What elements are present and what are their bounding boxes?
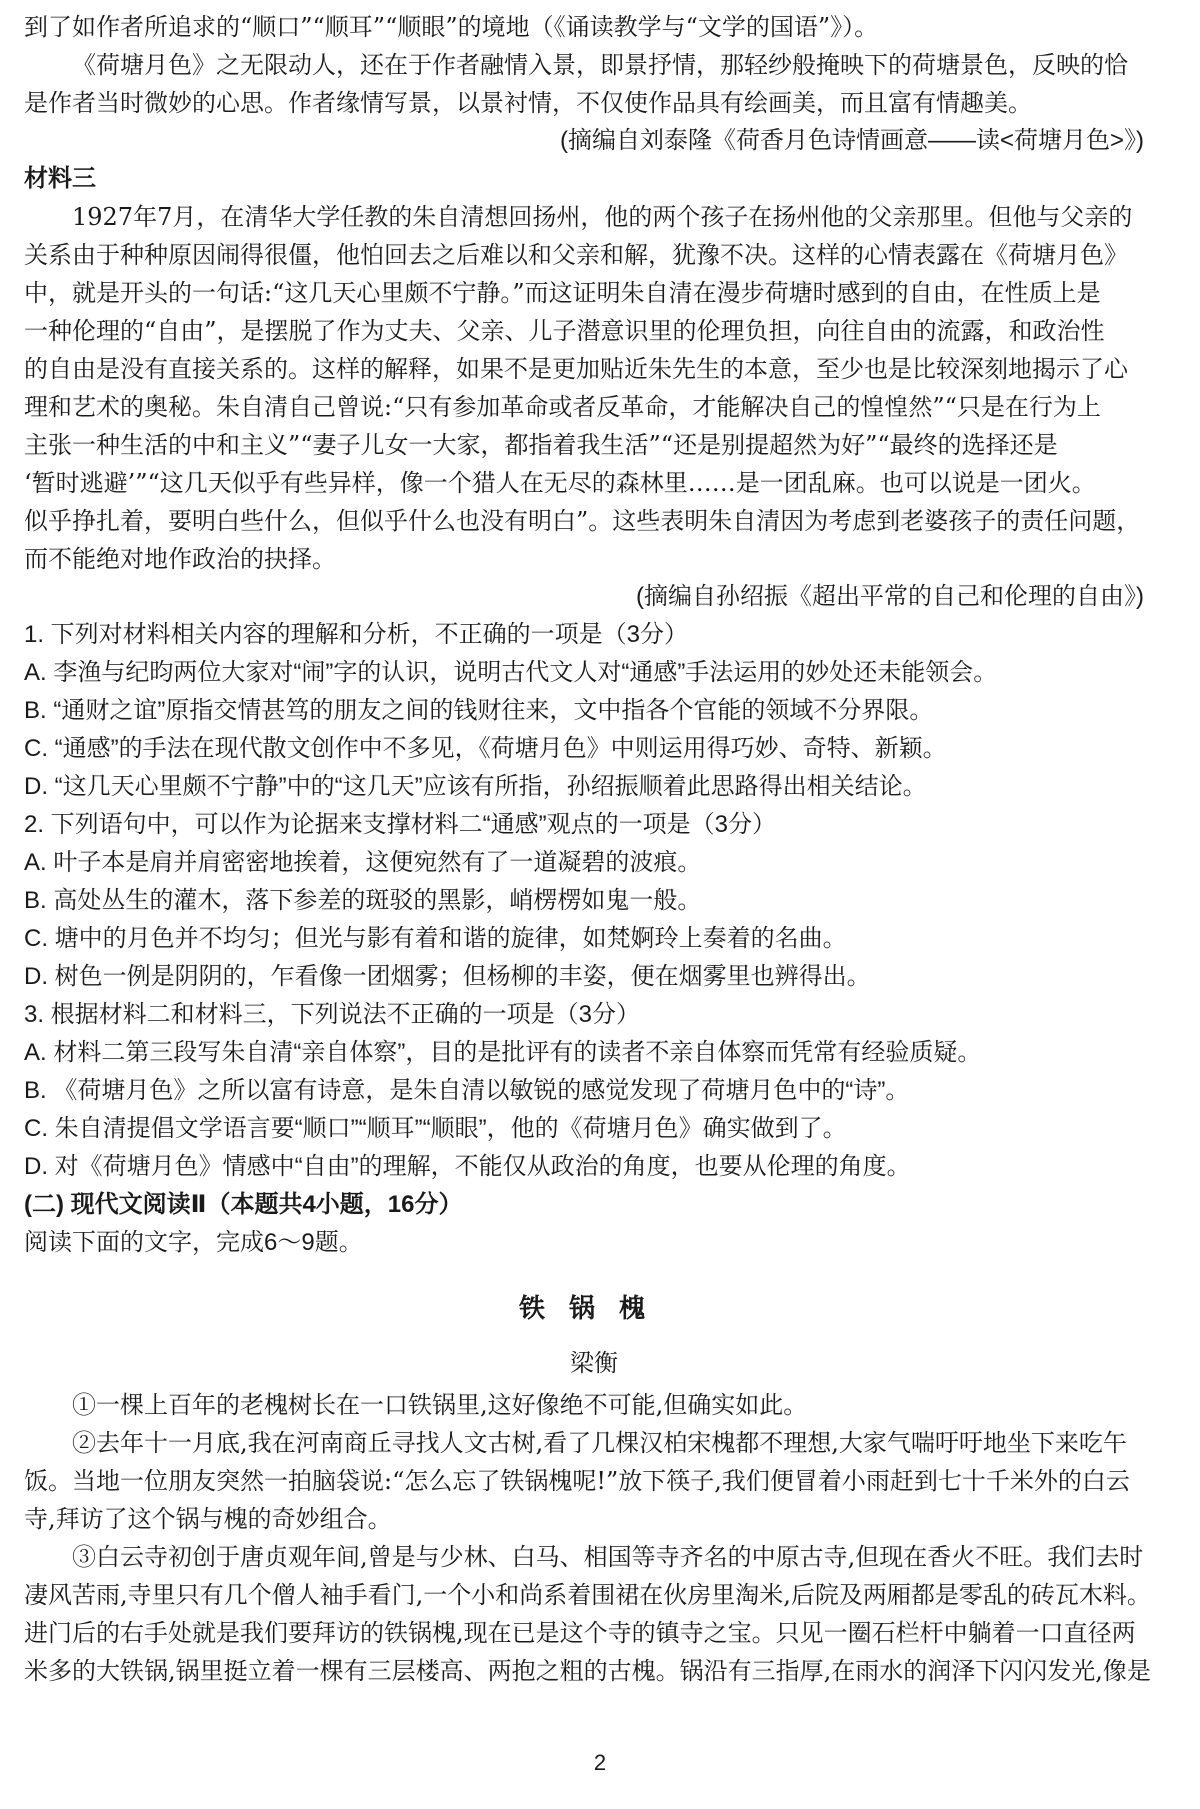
text-line: 1927年7月，在清华大学任教的朱自清想回扬州，他的两个孩子在扬州他的父亲那里。但他与父亲的 xyxy=(72,203,1133,231)
section-instruction: 阅读下面的文字，完成6～9题。 xyxy=(24,1229,363,1256)
question-stem: 1. 下列对材料相关内容的理解和分析，不正确的一项是（3分） xyxy=(24,621,689,648)
answer-option: B. “通财之谊”原指交情甚笃的朋友之间的钱财往来，文中指各个官能的领域不分界限。 xyxy=(24,697,934,724)
answer-option: D. “这几天心里颇不宁静”中的“这几天”应该有所指，孙绍振顺着此思路得出相关结论。 xyxy=(24,773,927,800)
text-line: ‘暂时逃避’”“这几天似乎有些异样，像一个猎人在无尽的森林里……是一团乱麻。也可以说是一团火。 xyxy=(24,469,1096,497)
article-line: 饭。当地一位朋友突然一拍脑袋说:“怎么忘了铁锅槐呢!”放下筷子,我们便冒着小雨赶到七十千米外的白云 xyxy=(24,1467,1130,1495)
answer-option: D. 对《荷塘月色》情感中“自由”的理解，不能仅从政治的角度，也要从伦理的角度。 xyxy=(24,1153,911,1180)
article-line: ③白云寺初创于唐贞观年间,曾是与少林、白马、相国等寺齐名的中原古寺,但现在香火不旺。我们去时 xyxy=(72,1543,1144,1571)
answer-option: C. “通感”的手法在现代散文创作中不多见，《荷塘月色》中则运用得巧妙、奇特、新颖。 xyxy=(24,735,947,762)
answer-option: A. 叶子本是肩并肩密密地挨着，这便宛然有了一道凝碧的波痕。 xyxy=(24,849,702,876)
article-line: 进门后的右手处就是我们要拜访的铁锅槐,现在已是这个寺的镇寺之宝。只见一圈石栏杆中躺着一口直径两 xyxy=(24,1619,1136,1647)
text-line: 的自由是没有直接关系的。这样的解释，如果不是更加贴近朱先生的本意，至少也是比较深刻地揭示了心 xyxy=(24,355,1128,383)
material-three xyxy=(24,160,1164,616)
section-heading: (二) 现代文阅读Ⅱ（本题共4小题，16分） xyxy=(24,1191,463,1218)
text-line: 主张一种生活的中和主义”“妻子儿女一大家，都指着我生活”“还是别提超然为好”“最终的选择还是 xyxy=(24,431,1058,459)
answer-option: C. 朱自清提倡文学语言要“顺口”“顺耳”“顺眼”，他的《荷塘月色》确实做到了。 xyxy=(24,1115,847,1142)
question-item xyxy=(24,996,1164,1186)
questions xyxy=(24,616,1164,1186)
section-heading: 材料三 xyxy=(24,165,96,192)
source-citation: (摘编自孙绍振《超出平常的自己和伦理的自由》) xyxy=(636,583,1144,610)
text-line: 似乎挣扎着，要明白些什么，但似乎什么也没有明白”。这些表明朱自清因为考虑到老婆孩子的责任问题， xyxy=(24,507,1141,535)
question-stem: 2. 下列语句中，可以作为论据来支撑材料二“通感”观点的一项是（3分） xyxy=(24,811,777,838)
text-line: 关系由于种种原因闹得很僵，他怕回去之后难以和父亲和解，犹豫不决。这样的心情表露在《荷塘月色》 xyxy=(24,241,1128,269)
article-line: ①一棵上百年的老槐树长在一口铁锅里,这好像绝不可能,但确实如此。 xyxy=(72,1391,808,1419)
text-line: 而不能绝对地作政治的抉择。 xyxy=(24,545,336,573)
text-line: 是作者当时微妙的心思。作者缘情写景，以景衬情，不仅使作品具有绘画美，而且富有情趣美。 xyxy=(24,89,1032,117)
text-line: 中，就是开头的一句话:“这几天心里颇不宁静。”而这证明朱自清在漫步荷塘时感到的自由，在性质上是 xyxy=(24,279,1101,307)
article-line: 寺,拜访了这个锅与槐的奇妙组合。 xyxy=(24,1505,392,1533)
text-line: 理和艺术的奥秘。朱自清自己曾说:“只有参加革命或者反革命，才能解决自己的惶惶然”“只是在行为上 xyxy=(24,393,1101,421)
article-line: ②去年十一月底,我在河南商丘寻找人文古树,看了几棵汉柏宋槐都不理想,大家气喘吁吁地坐下来吃午 xyxy=(72,1429,1127,1457)
question-stem: 3. 根据材料二和材料三，下列说法不正确的一项是（3分） xyxy=(24,1001,641,1028)
answer-option: B. 《荷塘月色》之所以富有诗意，是朱自清以敏锐的感觉发现了荷塘月色中的“诗”。 xyxy=(24,1077,910,1104)
text-line: 到了如作者所追求的“顺口”“顺耳”“顺眼”的境地（《诵读教学与“文学的国语”》）。 xyxy=(24,13,879,41)
answer-option: D. 树色一例是阴阴的，乍看像一团烟雾；但杨柳的丰姿，便在烟雾里也辨得出。 xyxy=(24,963,871,990)
text-line: 一种伦理的“自由”，是摆脱了作为丈夫、父亲、儿子潜意识里的伦理负担，向往自由的流露，和政治性 xyxy=(24,317,1105,345)
question-item xyxy=(24,806,1164,996)
source-citation: (摘编自刘泰隆《荷香月色诗情画意——读<荷塘月色>》) xyxy=(559,127,1144,154)
page-number: 2 xyxy=(593,1750,607,1775)
article xyxy=(24,1290,1164,1690)
answer-option: B. 高处丛生的灌木，落下参差的斑驳的黑影，峭楞楞如鬼一般。 xyxy=(24,887,702,914)
answer-option: A. 材料二第三段写朱自清“亲自体察”，目的是批评有的读者不亲自体察而凭常有经验质疑。 xyxy=(24,1039,982,1066)
article-line: 凄风苦雨,寺里只有几个僧人袖手看门,一个小和尚系着围裙在伙房里淘米,后院及两厢都是零乱的砖瓦木料。 xyxy=(24,1581,1151,1609)
section-two xyxy=(24,1186,1164,1262)
article-line: 米多的大铁锅,锅里挺立着一棵有三层楼高、两抱之粗的古槐。锅沿有三指厚,在雨水的润泽下闪闪发光,像是 xyxy=(24,1657,1151,1685)
article-title: 铁锅槐 xyxy=(518,1294,669,1324)
material-two-tail xyxy=(24,8,1164,160)
answer-option: C. 塘中的月色并不均匀；但光与影有着和谐的旋律，如梵婀玲上奏着的名曲。 xyxy=(24,925,847,952)
article-author: 梁衡 xyxy=(570,1349,618,1377)
question-item xyxy=(24,616,1164,806)
text-line: 《荷塘月色》之无限动人，还在于作者融情入景，即景抒情，那轻纱般掩映下的荷塘景色，反映的恰 xyxy=(72,51,1128,79)
answer-option: A. 李渔与纪昀两位大家对“闹”字的认识，说明古代文人对“通感”手法运用的妙处还未能领会。 xyxy=(24,659,998,686)
